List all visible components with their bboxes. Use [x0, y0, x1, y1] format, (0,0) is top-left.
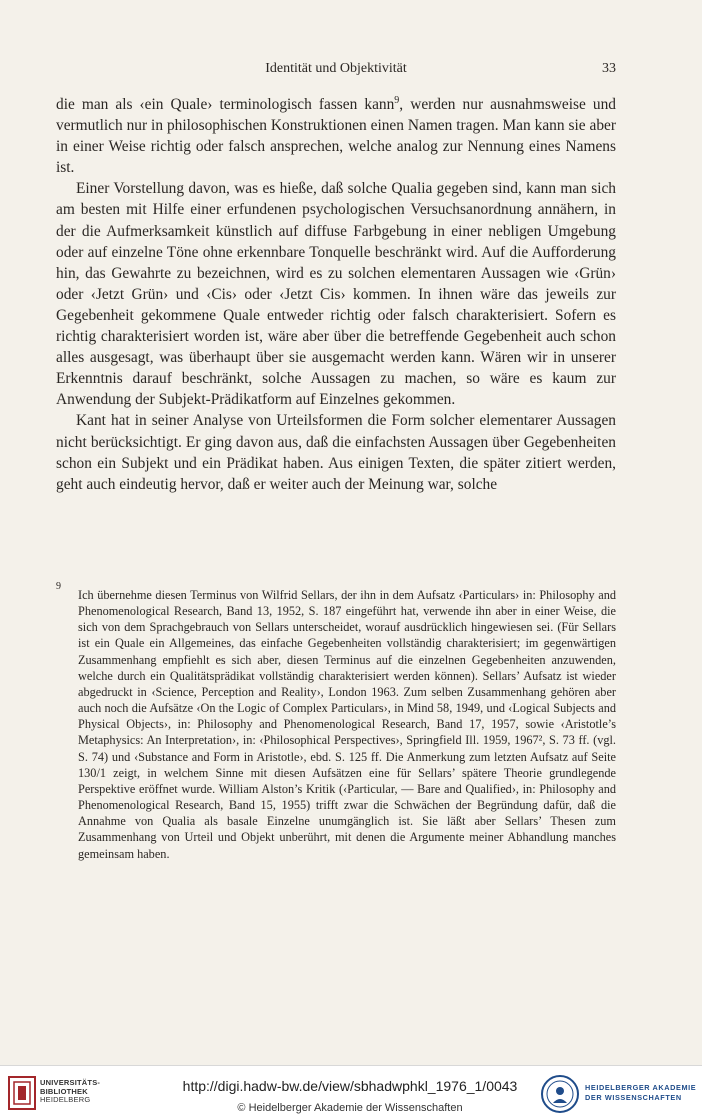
paragraph-1-start: die man als ‹ein Quale› terminologisch fassen kann	[56, 96, 395, 113]
academy-name[interactable]: HEIDELBERGER AKADEMIE DER WISSENSCHAFTEN	[585, 1083, 697, 1102]
paragraph-1-rest: , werden nur ausnahmsweise und vermutlich nur in philosophischen Konstruktionen einen Namen tragen. Man kann sie aber in einer Weise richtig oder falsch ansprechen, welche analog zur Nennung eines Namens ist.	[56, 96, 616, 177]
copyright-notice: © Heidelberger Akademie der Wissenschaften	[237, 1102, 463, 1114]
source-url-link[interactable]: http://digi.hadw-bw.de/view/sbhadwphkl_1976_1/0043	[182, 1078, 518, 1094]
university-library-name[interactable]: UNIVERSITÄTS- BIBLIOTHEK HEIDELBERG	[40, 1078, 101, 1104]
footnote-text: Ich übernehme diesen Terminus von Wilfrid Sellars, der ihn in dem Aufsatz ‹Particulars› in: Philosophy and Phenomenological Research, Band 13, 1952, S. 187 eingeführt hat, verwende ihn aber in einer Weise, die sich von dem Sprachgebrauch von Sellars unterscheidet, worauf ausdrücklich hingewiesen sei. (Für Sellars ist ein Quale ein Allgemeines, das einfache Gegebenheiten vollständig charakterisiert; im gegenwärtigen Zusammenhang empfiehlt es sich aber, diesen Terminus auf die einzelnen Gegebenheiten anzuwenden, welche durch ein Qualitätsprädikat vollständig charakterisiert werden können). Sellars’ Aufsatz ist wieder abgedruckt in ‹Science, Perception and Reality›, London 1963. Zum selben Zusammenhang gehören aber auch noch die Aufsätze ‹On the Logic of Complex Particulars›, in Mind 58, 1949, und ‹Logical Subjects and Physical Objects›, in: Philosophy and Phenomenological Research, Band 17, 1957, sowie ‹Aristotle’s Metaphysics: An Interpretation›, in: ‹Philosophical Perspectives›, Springfield Ill. 1959, 1967², S. 73 ff. (vgl. S. 74) und ‹Substance and Form in Aristotle›, ebd. S. 125 ff. Die Anmerkung zum letzten Aufsatz auf Seite 130/1 zeigt, in welchem Sinne mit diesen Aufsätzen eine für Sellars’ spätere Theorie grundlegende Perspektive eröffnet wurde. William Alston’s Kritik (‹Particular, — Bare and Qualified›, in: Philosophy and Phenomenological Research, Band 15, 1955) trifft zwar die Schwächen der Begründung dafür, daß die Annahme von Qualia als basale Einzelne unumgänglich ist. Sie läßt aber Sellars’ Thesen zum Zusammenhang von Urteil und Objekt unberührt, mit denen die Argumente meiner Abhandlung manches gemeinsam haben.	[78, 588, 616, 861]
page-number: 33	[602, 61, 616, 76]
academy-seal-logo-icon[interactable]	[540, 1074, 580, 1114]
university-library-logo-icon[interactable]	[8, 1076, 36, 1110]
footnote-9: 9 Ich übernehme diesen Terminus von Wilfrid Sellars, der ihn in dem Aufsatz ‹Particulars› in: Philosophy and Phenomenological Research, Band 13, 1952, S. 187 eingeführt hat, verwende ihn aber in einer Weise, die sich von dem Sprachgebrauch von Sellars unterscheidet, worauf ausdrücklich hingewiesen sei. (Für Sellars ist ein Quale ein Allgemeines, das einfache Gegebenheiten vollständig charakterisiert; im gegenwärtigen Zusammenhang empfiehlt es sich aber, diesen Terminus auf die einzelnen Gegebenheiten anzuwenden, welche durch ein Qualitätsprädikat vollständig charakterisiert werden können). Sellars’ Aufsatz ist wieder abgedruckt in ‹Science, Perception and Reality›, London 1963. Zum selben Zusammenhang gehören aber auch noch die Aufsätze ‹On the Logic of Complex Particulars›, in Mind 58, 1949, und ‹Logical Subjects and Physical Objects›, in: Philosophy and Phenomenological Research, Band 17, 1957, sowie ‹Aristotle’s Metaphysics: An Interpretation›, in: ‹Philosophical Perspectives›, Springfield Ill. 1959, 1967², S. 73 ff. (vgl. S. 74) und ‹Substance and Form in Aristotle›, ebd. S. 125 ff. Die Anmerkung zum letzten Aufsatz auf Seite 130/1 zeigt, in welchem Sinne mit diesen Aufsätzen eine für Sellars’ spätere Theorie grundlegende Perspektive eröffnet wurde. William Alston’s Kritik (‹Particular, — Bare and Qualified›, in: Philosophy and Phenomenological Research, Band 15, 1955) trifft zwar die Schwächen der Begründung dafür, daß die Annahme von Qualia als basale Einzelne unumgänglich ist. Sie läßt aber Sellars’ Thesen zum Zusammenhang von Urteil und Objekt unberührt, mit denen die Argumente meiner Abhandlung manches gemeinsam haben.	[56, 581, 616, 861]
paragraph-1	[56, 94, 616, 178]
digitization-footer	[0, 1065, 702, 1120]
body-text	[56, 94, 616, 495]
running-head-title: Identität und Objektivität	[265, 61, 407, 76]
running-head	[56, 60, 616, 78]
paragraph-3: Kant hat in seiner Analyse von Urteilsformen die Form solcher elementarer Aussagen nicht berücksichtigt. Er ging davon aus, daß die einfachsten Aussagen über Gegebenheiten schon ein Subjekt und ein Prädikat haben. Aus einigen Texten, die später zitiert werden, geht auch eindeutig hervor, daß er weiter auch der Meinung war, solche	[56, 412, 616, 493]
paragraph-2: Einer Vorstellung davon, was es hieße, daß solche Qualia gegeben sind, kann man sich am besten mit Hilfe einer erfundenen psychologischen Versuchsanordnung annähern, in der die Aufmerksamkeit künstlich auf diffuse Farbgebung in einer nebligen Umgebung oder auf einzelne Töne ohne erkennbare Tonquelle beschränkt wird. Auf die Aufforderung hin, das Gewahrte zu bezeichnen, wird es zu solchen elementaren Aussagen wie ‹Grün› oder ‹Jetzt Grün› und ‹Cis› oder ‹Jetzt Cis› kommen. In ihnen wäre das jeweils zur Gegebenheit gekommene Quale entweder richtig oder falsch charakterisiert. Sofern es richtig charakterisiert worden ist, wäre aber über die betreffende Gegebenheit auch schon alles ausgesagt, was überhaupt über sie ausgemacht werden kann. Wären wir in unserer Erkenntnis darauf beschränkt, solche Aussagen zu machen, so wäre es kaum zur Anwendung der Subjekt-Prädikatform auf Einzelnes gekommen.	[56, 180, 616, 409]
footnote-reference: 9	[394, 94, 400, 106]
